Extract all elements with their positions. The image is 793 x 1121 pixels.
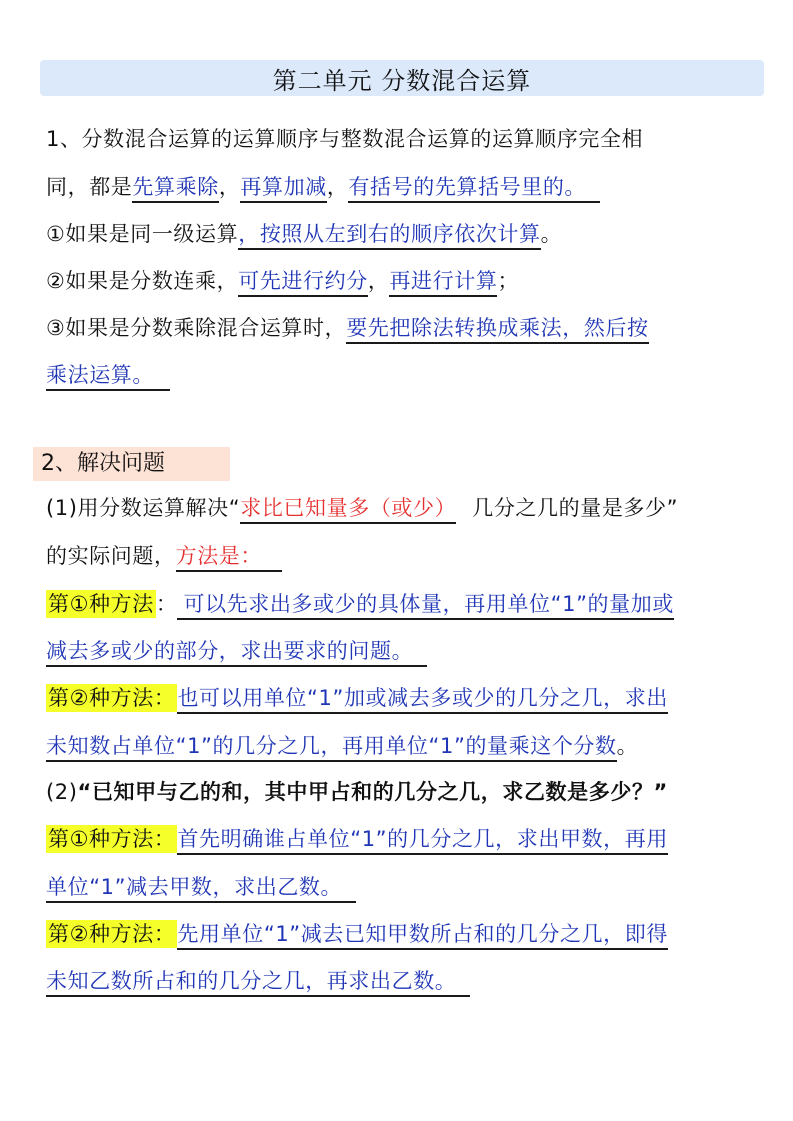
s2-text-1a: (1)用分数运算解决“: [46, 496, 241, 520]
question-2-number: (2): [46, 780, 78, 804]
underline-reduce-first: 可先进行约分: [238, 268, 368, 297]
s1-text-5a: ③如果是分数乘除混合运算时，: [46, 316, 347, 340]
method-1-label: 第①种方法: [48, 592, 154, 616]
underline-method: 方法是：: [176, 543, 282, 572]
underline-multiply-operation: 乘法运算。: [46, 362, 170, 391]
question-2-text: “已知甲与乙的和，其中甲占和的几分之几，求乙数是多少？”: [77, 780, 668, 804]
method-3-line-2: [46, 872, 356, 903]
s1-line-6: [46, 360, 170, 391]
semicolon: ；: [497, 269, 520, 293]
underline-brackets-first: 有括号的先算括号里的。: [348, 174, 600, 203]
s1-text-3a: ①如果是同一级运算: [46, 222, 239, 246]
method-1-text-b: 减去多或少的部分，求出要求的问题。: [46, 638, 427, 667]
underline-then-compute: 再进行计算: [389, 268, 497, 297]
s2-line-1: [46, 493, 678, 524]
underline-more-or-less: 求比已知量多（或少）: [240, 495, 456, 524]
s1-line-3: [46, 219, 562, 250]
method-3-text-a: 首先明确谁占单位“1”的几分之几，求出甲数，再用: [177, 826, 668, 855]
section-heading-bar: [33, 447, 230, 481]
underline-division-to-multiply: 要先把除法转换成乘法，然后按: [346, 315, 648, 344]
comma: ，: [218, 175, 241, 199]
method-4-line-2: [46, 966, 470, 997]
method-2-label: 第②种方法：: [48, 686, 176, 710]
period: 。: [540, 222, 563, 246]
question-2-line: [46, 777, 668, 807]
s1-text-1: 1、分数混合运算的运算顺序与整数混合运算的运算顺序完全相: [46, 127, 644, 151]
method-1-line-2: [46, 636, 427, 667]
page-title: 第二单元 分数混合运算: [272, 66, 532, 95]
underline-add-subtract-next: 再算加减: [240, 174, 326, 203]
method-3-text-b: 单位“1”减去甲数，求出乙数。: [46, 874, 356, 903]
colon: ：: [155, 592, 178, 616]
comma: ，: [367, 269, 390, 293]
method-4-text-a: 先用单位“1”减去已知甲数所占和的几分之几，即得: [177, 921, 668, 950]
s1-line-4: [46, 266, 519, 297]
method-1-line-1: [46, 589, 674, 620]
method-4-text-b: 未知乙数所占和的几分之几，再求出乙数。: [46, 968, 470, 997]
s1-text-4a: ②如果是分数连乘，: [46, 269, 239, 293]
title-banner: [40, 60, 764, 96]
s2-text-1c: 几分之几的量是多少”: [472, 496, 679, 520]
period: 。: [616, 734, 639, 758]
method-2-line-1: [46, 683, 668, 714]
method-4-line-1: [46, 919, 668, 950]
s1-line-5: [46, 313, 649, 344]
method-1-text-a: 可以先求出多或少的具体量，再用单位“1”的量加或: [177, 591, 674, 620]
method-4-label: 第②种方法：: [48, 922, 176, 946]
method-2-line-2: [46, 731, 638, 762]
section-heading: 2、解决问题: [41, 451, 165, 476]
method-2-text-b: 未知数占单位“1”的几分之几，再用单位“1”的量乘这个分数: [46, 733, 617, 762]
method-3-line-1: [46, 824, 668, 855]
method-2-text-a: 也可以用单位“1”加或减去多或少的几分之几，求出: [177, 685, 668, 714]
s1-text-2a: 同，都是: [46, 175, 133, 199]
s1-line-2: [46, 172, 600, 203]
s1-line-1: [46, 124, 643, 154]
comma: ，: [326, 175, 349, 199]
s2-text-2a: 的实际问题，: [46, 544, 176, 568]
underline-multiply-divide-first: 先算乘除: [132, 174, 218, 203]
s2-line-2: [46, 541, 282, 572]
method-3-label: 第①种方法：: [48, 827, 176, 851]
underline-left-to-right: ，按照从左到右的顺序依次计算: [238, 221, 540, 250]
